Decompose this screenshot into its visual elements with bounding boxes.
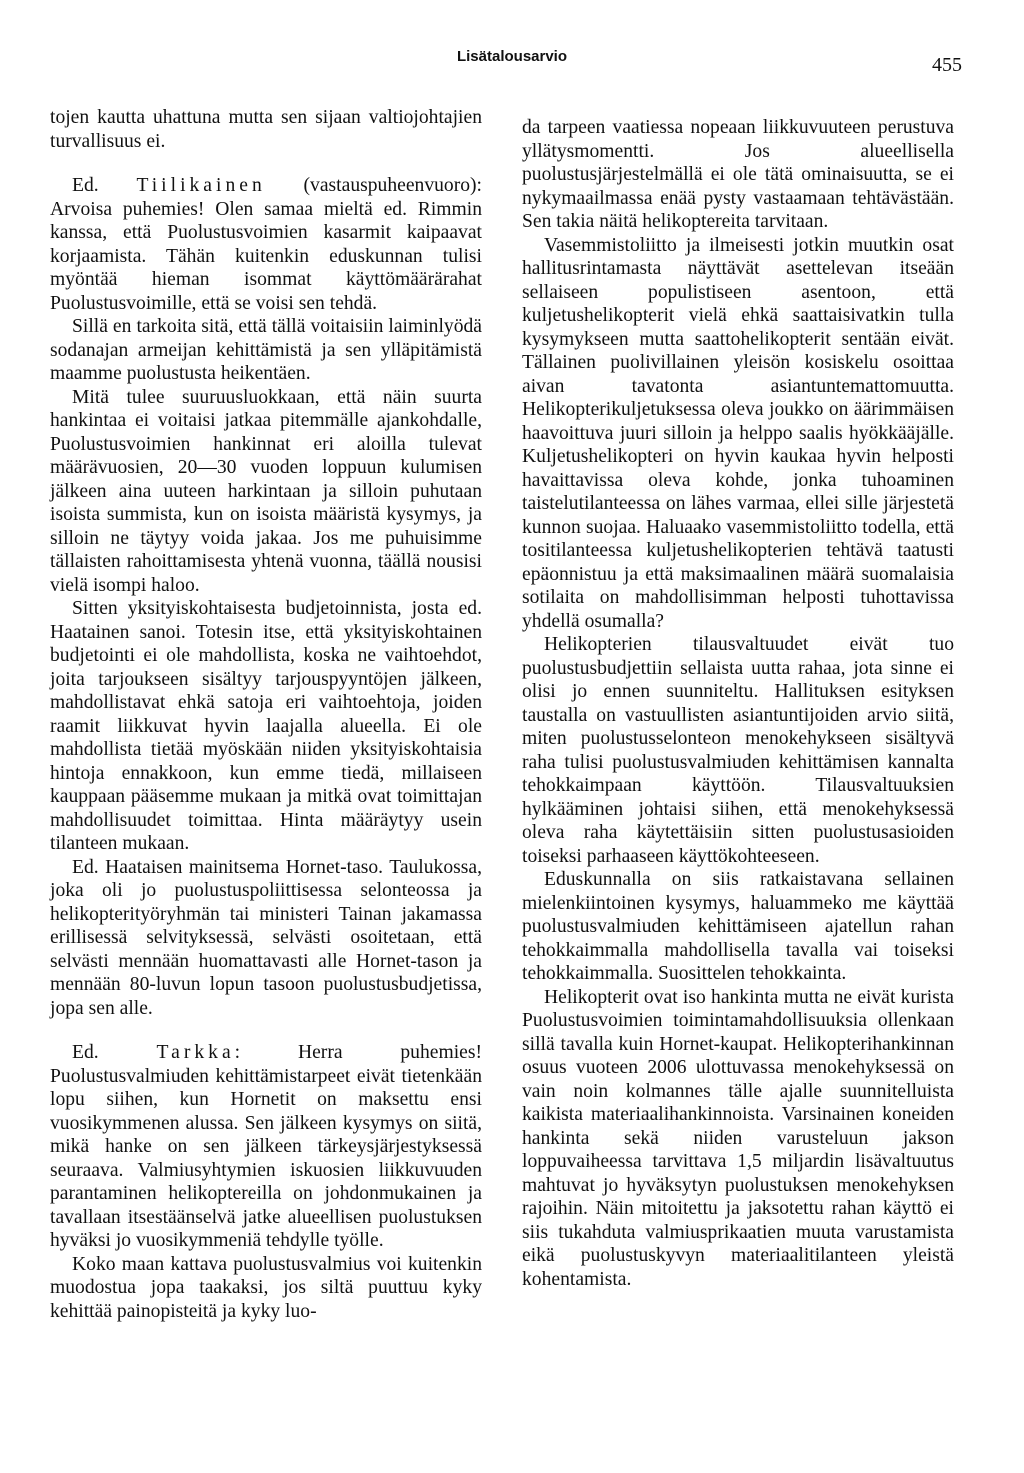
paragraph-speech-tiilikainen [50, 174, 482, 315]
speaker-prefix: Ed. [72, 1042, 99, 1063]
paragraph: Sillä en tarkoita sitä, että tällä voitaisiin laiminlyödä sodanajan armeijan kehittämistä ja sen ylläpitämistä maamme puolustusta heikentäen. [50, 316, 482, 384]
speech-text: : Herra puhemies! Puolustusvalmiuden kehittämistarpeet eivät tietenkään lopu siihen, kun Hornetit on maksettu ensi vuosikymmenen alussa. Sen jälkeen kysymys on siitä, mikä hanke on sen jälkeen tärkeysjärjestyksessä seuraava. Valmiusyhtymien iskuosien liikkuvuuden parantaminen helikoptereilla on johdonmukainen ja tavallaan itsestäänselvä jatke alueellisen puolustuksen hyväksi jo vuosikymmeniä tehdylle työlle. [50, 1042, 483, 1251]
speaker-name: Tiilikainen [136, 175, 266, 196]
paragraph: Helikopterit ovat iso hankinta mutta ne eivät kurista Puolustusvoimien toimintamahdollisuuksia ollenkaan sillä tavalla kuin Hornet-kaupat. Helikopterihankinnan osuus vuoteen 2006 ulottuvassa menokehyksessä on vain noin kolmannes tälle ajalle suunnitelluista kaikista materiaalihankinnoista. Varsinainen koneiden hankinta sekä niiden varusteluun jakson loppuvaiheessa tarvittava 1,5 miljardin lisävaltuutus mahtuvat jo hyväksytyn puolustuksen menokehyksen rajoihin. Näin mitoitettu ja jaksotettu rahan käyttö ei siis tukahduta valmiusprikaatien muuta varustamista eikä puolustuskyvyn materiaalitilanteen yleistä kohentamista. [522, 986, 954, 1290]
paragraph: Mitä tulee suuruusluokkaan, että näin suurta hankintaa ei voitaisi jatkaa pitemmälle ajankohdalle, Puolustusvoimien hankinnat eri aloilla tulevat määrävuosien, 20—30 vuoden loppuun kulumisen jälkeen aina uuteen harkintaan ja silloin puhutaan isoista summista, kun on isoista määristä kysymys, ja silloin ne täytyy voida jakaa. Jos me puhuisimme tällaisten rahoittamisesta yhtenä vuonna, täällä nousisi vielä isompi haloo. [50, 386, 482, 596]
speaker-name: Tarkka [156, 1042, 235, 1063]
speaker-prefix: Ed. [72, 175, 99, 196]
paragraph: Helikopterien tilausvaltuudet eivät tuo puolustusbudjettiin sellaista uutta rahaa, jota sinne ei olisi jo ennen suunniteltu. Hallituksen esityksen taustalla on vastuullisten asiantuntijoiden arvio siitä, miten puolustusselonteon menokehykseen sisältyvä raha tulisi puolustusvalmiuden kehittämisen kannalta tehokkaimpaan käyttöön. Tilausvaltuuksien hylkääminen johtaisi siihen, että menokehyksessä oleva raha käytettäisiin sitten puolustusasioiden toiseksi parhaaseen käyttökohteeseen. [522, 634, 954, 867]
right-text-column [522, 116, 954, 1291]
paragraph-speech-tarkka [50, 1041, 482, 1253]
left-text-column [50, 106, 482, 1323]
speech-text: (vastauspuheenvuoro): Arvoisa puhemies! Olen samaa mieltä ed. Rimmin kanssa, että Puolustusvoimien kasarmit kaipaavat korjaamista. Tähän kuitenkin eduskunnan tulisi myöntää hieman isommat käyttömäärärahat Puolustusvoimille, että se voisi sen tehdä. [50, 175, 482, 314]
paragraph: Ed. Haataisen mainitsema Hornet-taso. Taulukossa, joka oli jo puolustuspoliittisessa selonteossa ja helikopterityöryhmän tai ministeri Tainan jakamassa erillisessä selvityksessä, selvästi osoitetaan, että selvästi mennään huomattavasti alle Hornet-tason ja mennään 80-luvun lopun tasoon puolustusbudjetissa, jopa sen alle. [50, 856, 482, 1019]
page-number: 455 [932, 54, 962, 76]
paragraph: tojen kautta uhattuna mutta sen sijaan valtiojohtajien turvallisuus ei. [50, 107, 482, 152]
running-header-title: Lisätalousarvio [456, 48, 568, 65]
paragraph: Vasemmistoliitto ja ilmeisesti jotkin muutkin osat hallitusrintamasta näyttävät asettelevan itseään sellaiseen populistiseen asentoon, että kuljetushelikopterit vielä ehkä saattaisivatkin tulla kysymykseen mutta saattohelikopterit sentään eivät. Tällainen puolivillainen yleisön kosiskelu osoittaa aivan tavatonta asiantuntemattomuutta. Helikopterikuljetuksessa oleva joukko on äärimmäisen haavoittuva juuri silloin ja helppo saalis hyökkääjälle. Kuljetushelikopteri on hyvin kaukaa hyvin helposti havaittavissa oleva kohde, jonka tuhoaminen taistelutilanteessa on lähes varmaa, ellei sille järjestetä kunnon suojaa. Haluaako vasemmistoliitto todella, että tositilanteessa kuljetushelikopterien tehtävä taatusti epäonnistuu ja että maksimaalinen määrä suomalaisia sotilaita on mahdollisimman helposti tuhottavissa yhdellä osumalla? [522, 234, 954, 632]
paragraph: Eduskunnalla on siis ratkaistavana sellainen mielenkiintoinen kysymys, haluammeko me käyttää puolustusvalmiuden kehittämiseen ajatellun rahan tehokkaimmalla mahdollisella tavalla vai toiseksi tehokkaimmalla. Suosittelen tehokkainta. [522, 869, 954, 984]
paragraph: da tarpeen vaatiessa nopeaan liikkuvuuteen perustuva yllätysmomentti. Jos alueellisella puolustusjärjestelmällä ei ole tätä ominaisuutta, se ei nykymaailmassa enää pysty vastaamaan tehtävästään. Sen takia näitä helikoptereita tarvitaan. [522, 117, 954, 232]
paragraph: Sitten yksityiskohtaisesta budjetoinnista, josta ed. Haatainen sanoi. Totesin itse, että yksityiskohtainen budjetointi ei ole mahdollista, koska ne vaihtoehdot, joita tarjoukseen sisältyy tarjouspyyntöjen jälkeen, mahdollistavat ehkä satoja eri vaihtoehtoja, joiden raamit liikkuvat hyvin laajalla alueella. Ei ole mahdollista tietää myöskään niiden yksityiskohtaisia hintoja ennakkoon, kun emme tiedä, millaiseen kauppaan pääsemme mukaan ja mitkä ovat toimittajan mahdollisuudet toimittaa. Hinta määräytyy usein tilanteen mukaan. [50, 598, 482, 854]
paragraph: Koko maan kattava puolustusvalmius voi kuitenkin muodostua jopa taakaksi, jos siltä puuttuu kyky kehittää painopisteitä ja kyky luo- [50, 1253, 482, 1322]
